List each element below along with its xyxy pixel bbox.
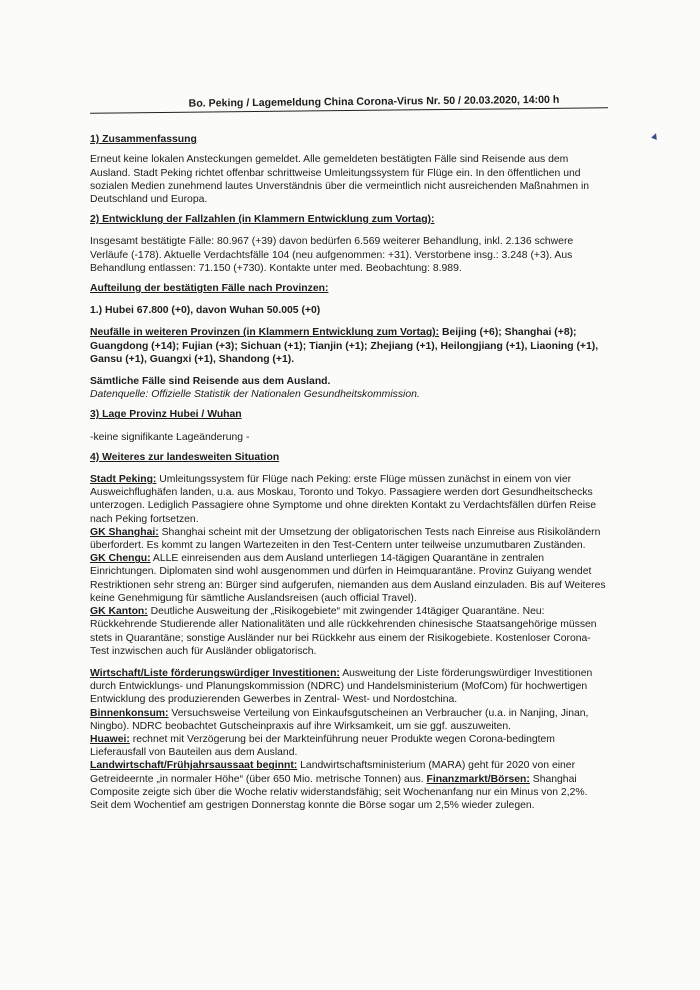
section-2-text: Insgesamt bestätigte Fälle: 80.967 (+39) davon bedürfen 6.569 weiterer Behandlung, inkl. 2.136 schwere Verläufe (-178). Aktuelle Verdachtsfälle 104 (neu aufgenommen: +31). Verstorbene insg.: 3.248 (+3). Aus Behandlung entlassen: 71.150 (+730). Kontakte unter med. Beobachtung: 8.989. <box>90 236 574 274</box>
peking-text: Umleitungssystem für Flüge nach Peking: erste Flüge müssen zunächst in einem von vier Ausweichflughäfen landen, u.a. aus Moskau, Toronto und Tokyo. Passagiere werden dort Gesundheitschecks unterzogen. Lediglich Passagiere ohne Symptome und ohne direkten Kontakt zu Verdachtsfällen dürfen Reise nach Peking fortsetzen. <box>90 474 597 525</box>
kanton-text: Deutliche Ausweitung der „Risikogebiete“ mit zwingender 14tägiger Quarantäne. Neu: Rückkehrende Studierende aller Nationalitäten und alle rückkehrenden chinesische Staatsangehörige müssen stets in Quarantäne; sonstige Ausländer nur bei Rückkehr aus einem der Risikogebiete. Kostenloser Corona-Test inzwischen auch für Ausländer obligatorisch. <box>90 606 597 657</box>
shanghai-label: GK Shanghai: <box>90 526 159 538</box>
wirtschaft-label: Wirtschaft/Liste förderungswürdiger Investitionen: <box>90 667 340 679</box>
margin-mark-icon <box>651 132 659 140</box>
section-3-heading: 3) Lage Provinz Hubei / Wuhan <box>90 409 242 421</box>
provinces-heading: Aufteilung der bestätigten Fälle nach Provinzen: <box>90 283 329 295</box>
wirtschaft-text: Ausweitung der Liste förderungswürdiger Investitionen durch Entwicklungs- und Planungskommission (NDRC) und Handelsministerium (MofCom) für hochwertigen Entwicklung des produzierenden Gewerbes in Zentral- West- und Nordostchina. <box>90 667 593 706</box>
section-1-text: Erneut keine lokalen Ansteckungen gemeldet. Alle gemeldeten bestätigten Fälle sind Reisende aus dem Ausland. Stadt Peking richtet offenbar schrittweise Umleitungssystem für Flüge ein. In den öffentlichen und sozialen Medien zunehmend lautes Unverständnis über die vermeintlich nicht ausreichenden Maßnahmen in Deutschland und Europa. <box>90 154 590 206</box>
section-3-text: -keine signifikante Lageänderung - <box>90 431 250 443</box>
huawei-paragraph <box>90 733 606 759</box>
landwirtschaft-text: Landwirtschaftsministerium (MARA) geht für 2020 von einer Getreideernte „in normaler Höhe“ (über 650 Mio. metrische Tonnen) aus. <box>90 760 576 785</box>
kanton-paragraph <box>90 605 606 658</box>
header-title: Bo. Peking / Lagemeldung China Corona-Virus Nr. 50 / 20.03.2020, 14:00 h <box>188 93 560 110</box>
kanton-label: GK Kanton: <box>90 606 148 618</box>
new-cases-list: Beijing (+6); Shanghai (+8); Guangdong (+14); Fujian (+3); Sichuan (+1); Tianjin (+1); Zhejiang (+1), Heilongjiang (+1), Liaoning (+1), Gansu (+1), Guangxi (+1), Shandong (+1). <box>90 327 599 365</box>
section-1-heading: 1) Zusammenfassung <box>90 134 197 146</box>
hubei-line: 1.) Hubei 67.800 (+0), davon Wuhan 50.005 (+0) <box>90 305 321 317</box>
landwirtschaft-label: Landwirtschaft/Frühjahrsaussaat beginnt: <box>90 760 298 772</box>
chengu-paragraph <box>90 552 606 605</box>
new-cases-heading: Neufälle in weiteren Provinzen (in Klammern Entwicklung zum Vortag): <box>90 327 440 339</box>
binnenkonsum-label: Binnenkonsum: <box>90 707 169 719</box>
wirtschaft-paragraph <box>90 667 606 707</box>
chengu-label: GK Chengu: <box>90 553 151 565</box>
landwirtschaft-paragraph <box>90 759 606 812</box>
binnenkonsum-text: Versuchsweise Verteilung von Einkaufsgutscheinen an Verbraucher (u.a. in Nanjing, Jinan, Ningbo). NDRC beobachtet Gutscheinpraxis auf ihre Wirksamkeit, um sie ggf. auszuweiten. <box>90 707 589 732</box>
data-source: Datenquelle: Offizielle Statistik der Nationalen Gesundheitskommission. <box>90 389 420 401</box>
travel-note: Sämtliche Fälle sind Reisende aus dem Ausland. <box>90 376 331 388</box>
shanghai-paragraph <box>90 526 606 552</box>
chengu-text: ALLE einreisenden aus dem Ausland unterliegen 14-tägigen Quarantäne in zentralen Einrichtungen. Diplomaten sind wohl ausgenommen und dürfen in Heimquarantäne. Provinz Guiyang wendet Restriktionen sehr streng an: Bürger sind aufgerufen, niemanden aus dem Ausland einzuladen. Bis auf Weiteres keine Genehmigung für sämtliche Auslandsreisen (auch official Travel). <box>90 553 606 604</box>
shanghai-text: Shanghai scheint mit der Umsetzung der obligatorischen Tests nach Einreise aus Risikoländern überfordert. Es kommt zu langen Wartezeiten in den Test-Centern unter teilweise unzumutbaren Zuständen. <box>90 526 601 552</box>
huawei-label: Huawei: <box>90 733 130 745</box>
section-2-heading: 2) Entwicklung der Fallzahlen (in Klammern Entwicklung zum Vortag): <box>90 214 435 226</box>
new-cases-paragraph <box>90 326 606 366</box>
section-4-heading: 4) Weiteres zur landesweiten Situation <box>90 451 280 463</box>
finanzmarkt-label: Finanzmarkt/Börsen: <box>426 773 530 785</box>
peking-paragraph <box>90 473 606 526</box>
binnenkonsum-paragraph <box>90 707 606 733</box>
huawei-text: rechnet mit Verzögerung bei der Markteinführung neuer Produkte wegen Corona-bedingtem Lieferausfall von Bauteilen aus dem Ausland. <box>90 733 555 759</box>
peking-label: Stadt Peking: <box>90 474 157 486</box>
finanzmarkt-text: Shanghai Composite zeigte sich über die Woche relativ widerstandsfähig; seit Wochenanfang nur ein Minus von 2,2%. Seit dem Wochentief am gestrigen Donnerstag konnte die Börse sogar um 2,5% wieder zulegen. <box>90 773 588 811</box>
